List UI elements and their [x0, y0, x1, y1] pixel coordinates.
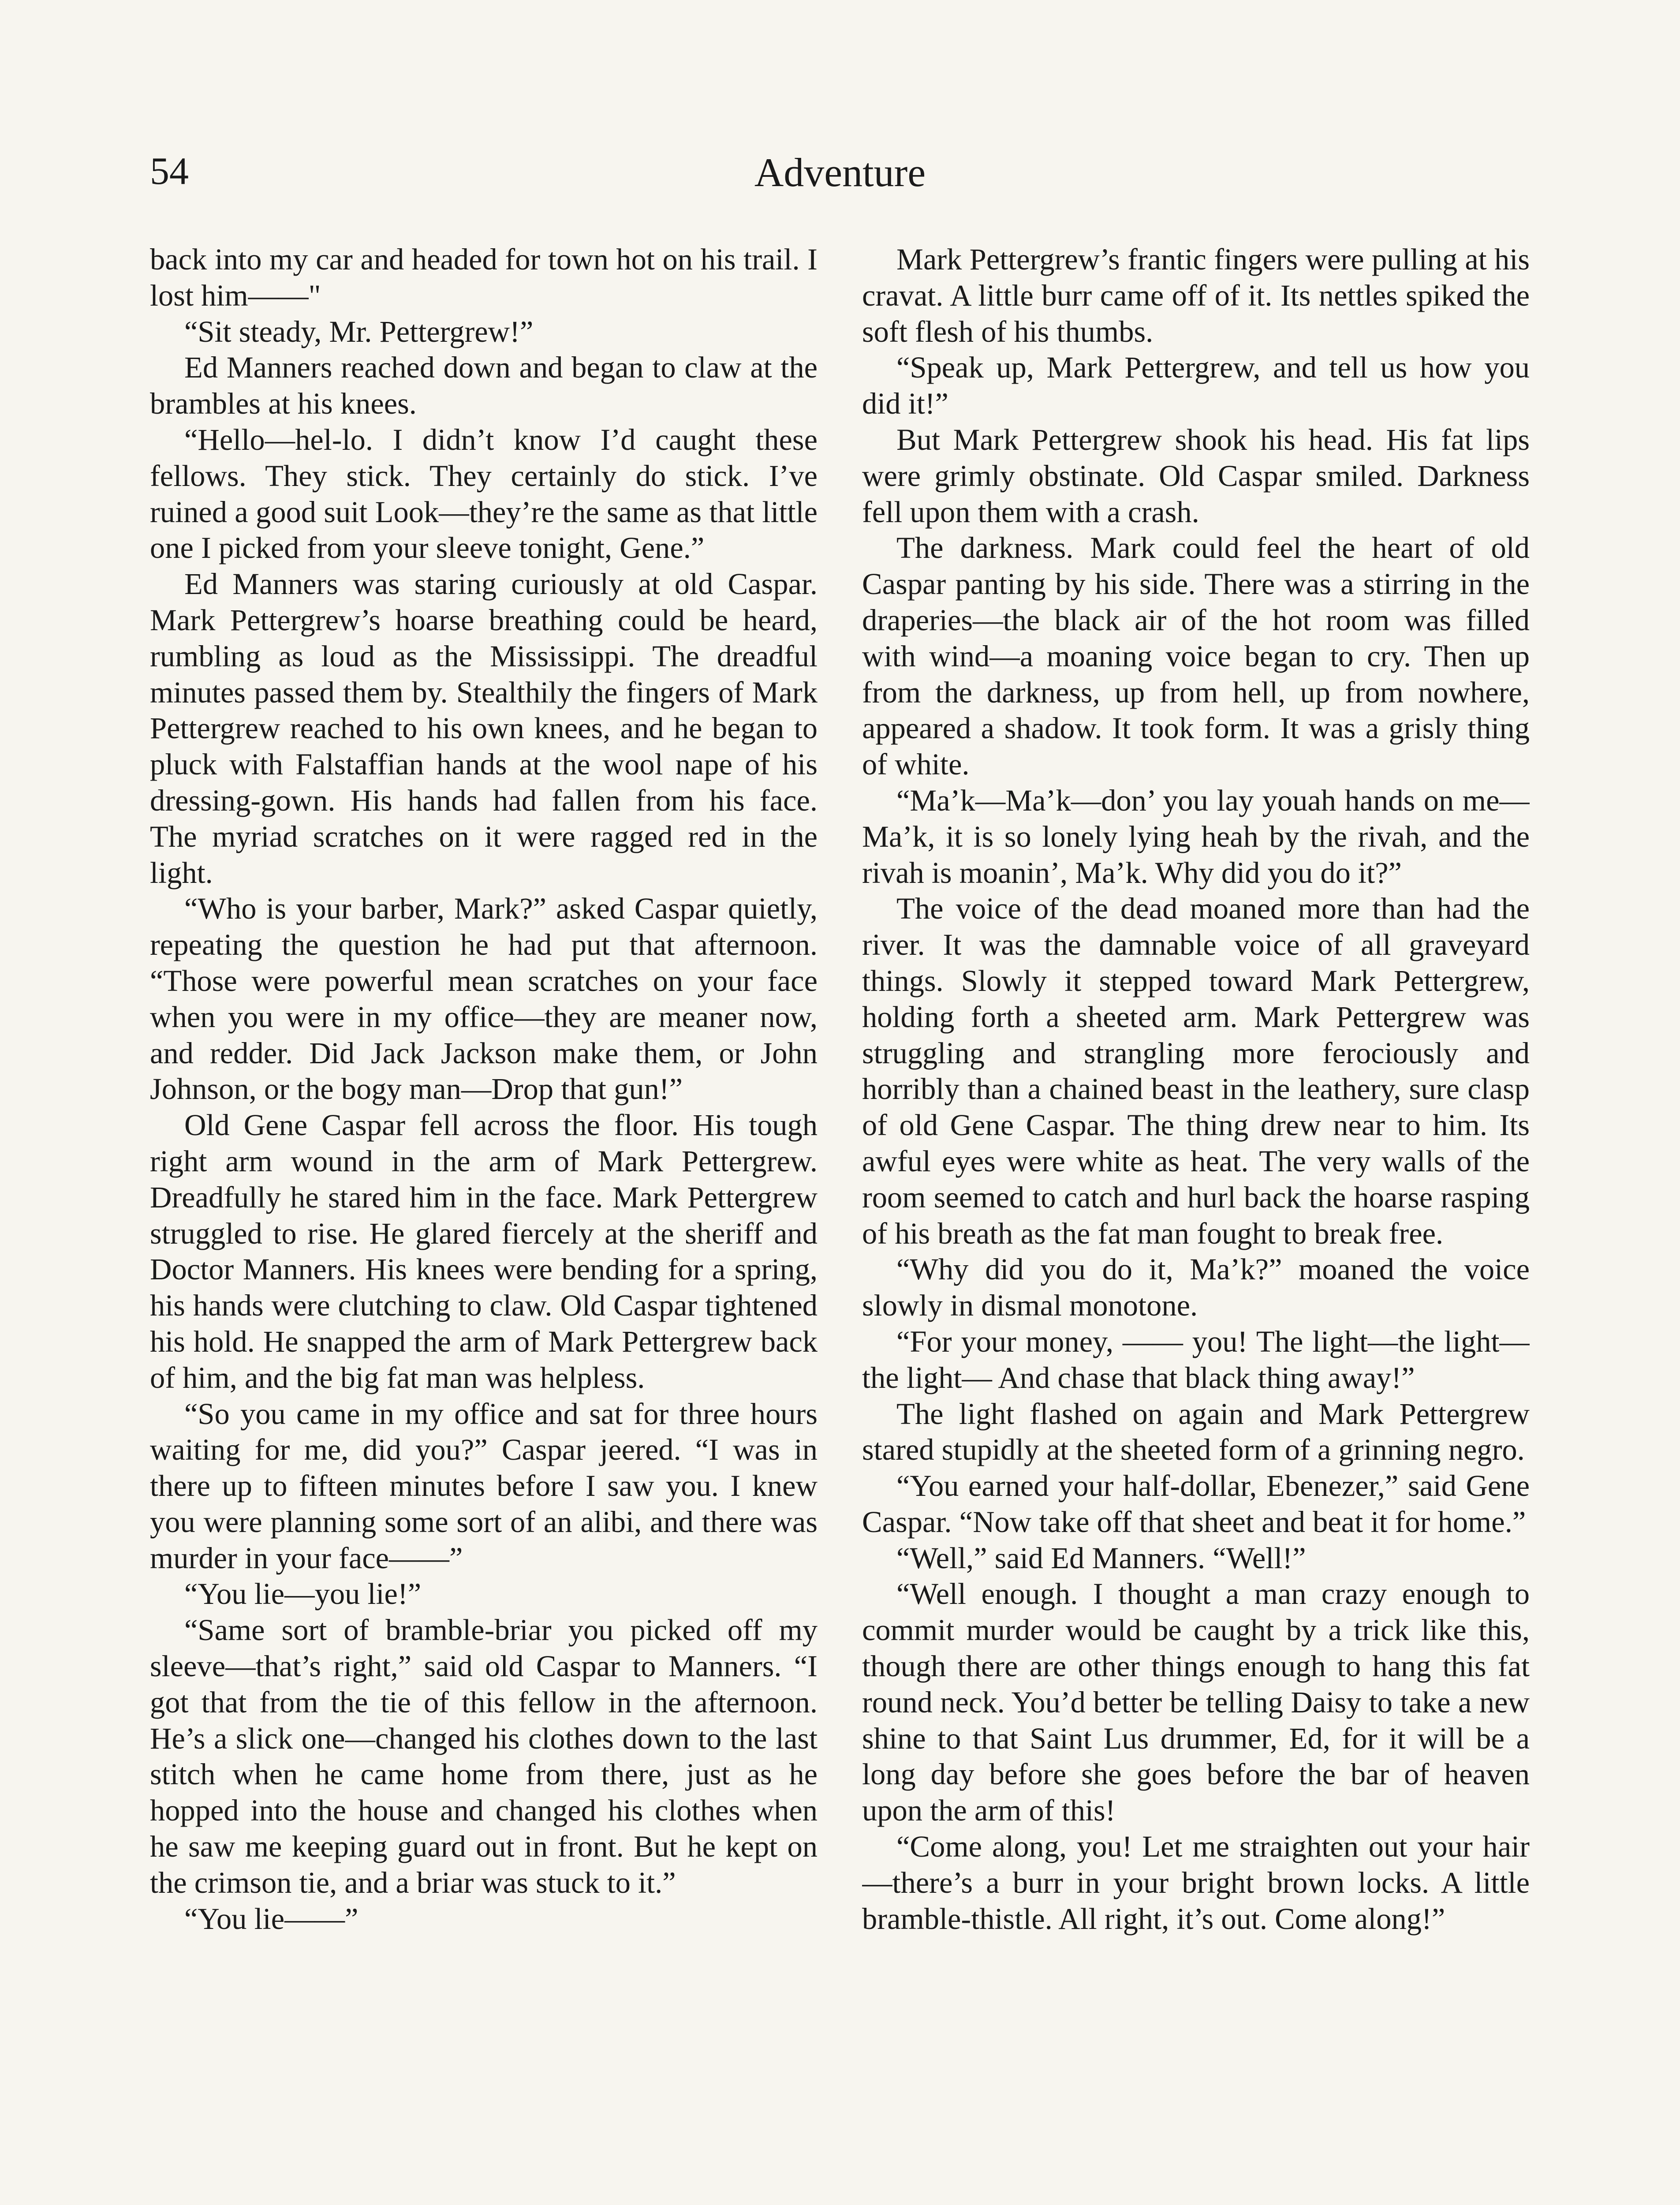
page-number: 54 — [150, 150, 189, 193]
paragraph: Ed Manners was staring curiously at old Caspar. Mark Pettergrew’s hoarse breathing could be heard, rumbling as loud as the Mississippi. The dreadful minutes passed them by. Stealthily the fingers of Mark Pettergrew reached to his own knees, and he began to pluck with Falstaffian hands at the wool nape of his dressing-gown. His hands had fallen from his face. The myriad scratches on it were ragged red in the light. — [150, 567, 818, 889]
paragraph: “Ma’k—Ma’k—don’ you lay youah hands on me—Ma’k, it is so lonely lying heah by the rivah, and the rivah is moanin’, Ma’k. Why did you do it?” — [862, 783, 1530, 889]
paragraph: “Why did you do it, Ma’k?” moaned the voice slowly in dismal monotone. — [862, 1252, 1530, 1323]
paragraph: “You lie——” — [184, 1902, 358, 1936]
right-column — [862, 242, 1530, 2205]
paragraph: But Mark Pettergrew shook his head. His fat lips were grimly obstinate. Old Caspar smiled. Darkness fell upon them with a crash. — [862, 422, 1530, 529]
paragraph: “Well,” said Ed Manners. “Well!” — [896, 1541, 1306, 1575]
paragraph: “Speak up, Mark Pettergrew, and tell us how you did it!” — [862, 351, 1530, 421]
paragraph: The voice of the dead moaned more than had the river. It was the damnable voice of all graveyard things. Slowly it stepped toward Mark Pettergrew, holding forth a sheeted arm. Mark Pettergrew was struggling and strangling more ferociously and horribly than a chained beast in the leathery, sure clasp of old Gene Caspar. The thing drew near to him. Its awful eyes were white as heat. The very walls of the room seemed to catch and hurl back the hoarse rasping of his breath as the fat man fought to break free. — [862, 892, 1530, 1250]
paragraph: “Sit steady, Mr. Pettergrew!” — [184, 314, 534, 348]
paragraph: The darkness. Mark could feel the heart of old Caspar panting by his side. There was a stirring in the draperies—the black air of the hot room was filled with wind—a moaning voice began to cry. Then up from the darkness, up from hell, up from nowhere, appeared a shadow. It took form. It was a grisly thing of white. — [862, 531, 1530, 781]
paragraph: “Well enough. I thought a man crazy enough to commit murder would be caught by a trick like this, though there are other things enough to hang this fat round neck. You’d better be telling Daisy to take a new shine to that Saint Lus drummer, Ed, for it will be a long day before she goes before the bar of heaven upon the arm of this! — [862, 1577, 1530, 1828]
paragraph: “So you came in my office and sat for three hours waiting for me, did you?” Caspar jeered. “I was in there up to fifteen minutes before I saw you. I knew you were planning some sort of an alibi, and there was murder in your face——” — [150, 1397, 818, 1575]
paragraph: “For your money, —— you! The light—the light—the light— And chase that black thing away!” — [862, 1324, 1530, 1394]
paragraph: “You earned your half-dollar, Ebenezer,” said Gene Caspar. “Now take off that sheet and beat it for home.” — [862, 1469, 1530, 1539]
left-column — [150, 242, 818, 2205]
paragraph: “You lie—you lie!” — [184, 1577, 422, 1611]
paragraph: “Same sort of bramble-briar you picked off my sleeve—that’s right,” said old Caspar to Manners. “I got that from the tie of this fellow in the afternoon. He’s a slick one—changed his clothes down to the last stitch when he came home from there, just as he hopped into the house and changed his clothes when he saw me keeping guard out in front. But he kept on the crimson tie, and a briar was stuck to it.” — [150, 1613, 818, 1899]
paragraph: “Hello—hel-lo. I didn’t know I’d caught these fellows. They stick. They certainly do stick. I’ve ruined a good suit Look—they’re the same as that little one I picked from your sleeve tonight, Gene.” — [150, 422, 818, 565]
paragraph: “Come along, you! Let me straighten out your hair—there’s a burr in your bright brown locks. A little bramble-thistle. All right, it’s out. Come along!” — [862, 1830, 1530, 1936]
paragraph: The light flashed on again and Mark Pettergrew stared stupidly at the sheeted form of a grinning negro. — [862, 1397, 1530, 1467]
paragraph: Mark Pettergrew’s frantic fingers were pulling at his cravat. A little burr came off of it. Its nettles spiked the soft flesh of his thumbs. — [862, 243, 1530, 348]
magazine-title: Adventure — [754, 150, 926, 195]
paragraph: “Who is your barber, Mark?” asked Caspar quietly, repeating the question he had put that afternoon. “Those were powerful mean scratches on your face when you were in my office—they are meaner now, and redder. Did Jack Jackson make them, or John Johnson, or the bogy man—Drop that gun!” — [150, 892, 818, 1106]
paragraph: back into my car and headed for town hot on his trail. I lost him——" — [150, 243, 818, 312]
paragraph: Ed Manners reached down and began to claw at the brambles at his knees. — [150, 351, 818, 421]
paragraph: Old Gene Caspar fell across the floor. His tough right arm wound in the arm of Mark Pettergrew. Dreadfully he stared him in the face. Mark Pettergrew struggled to rise. He glared fiercely at the sheriff and Doctor Manners. His knees were bending for a spring, his hands were clutching to claw. Old Caspar tightened his hold. He snapped the arm of Mark Pettergrew back of him, and the big fat man was helpless. — [150, 1108, 818, 1394]
